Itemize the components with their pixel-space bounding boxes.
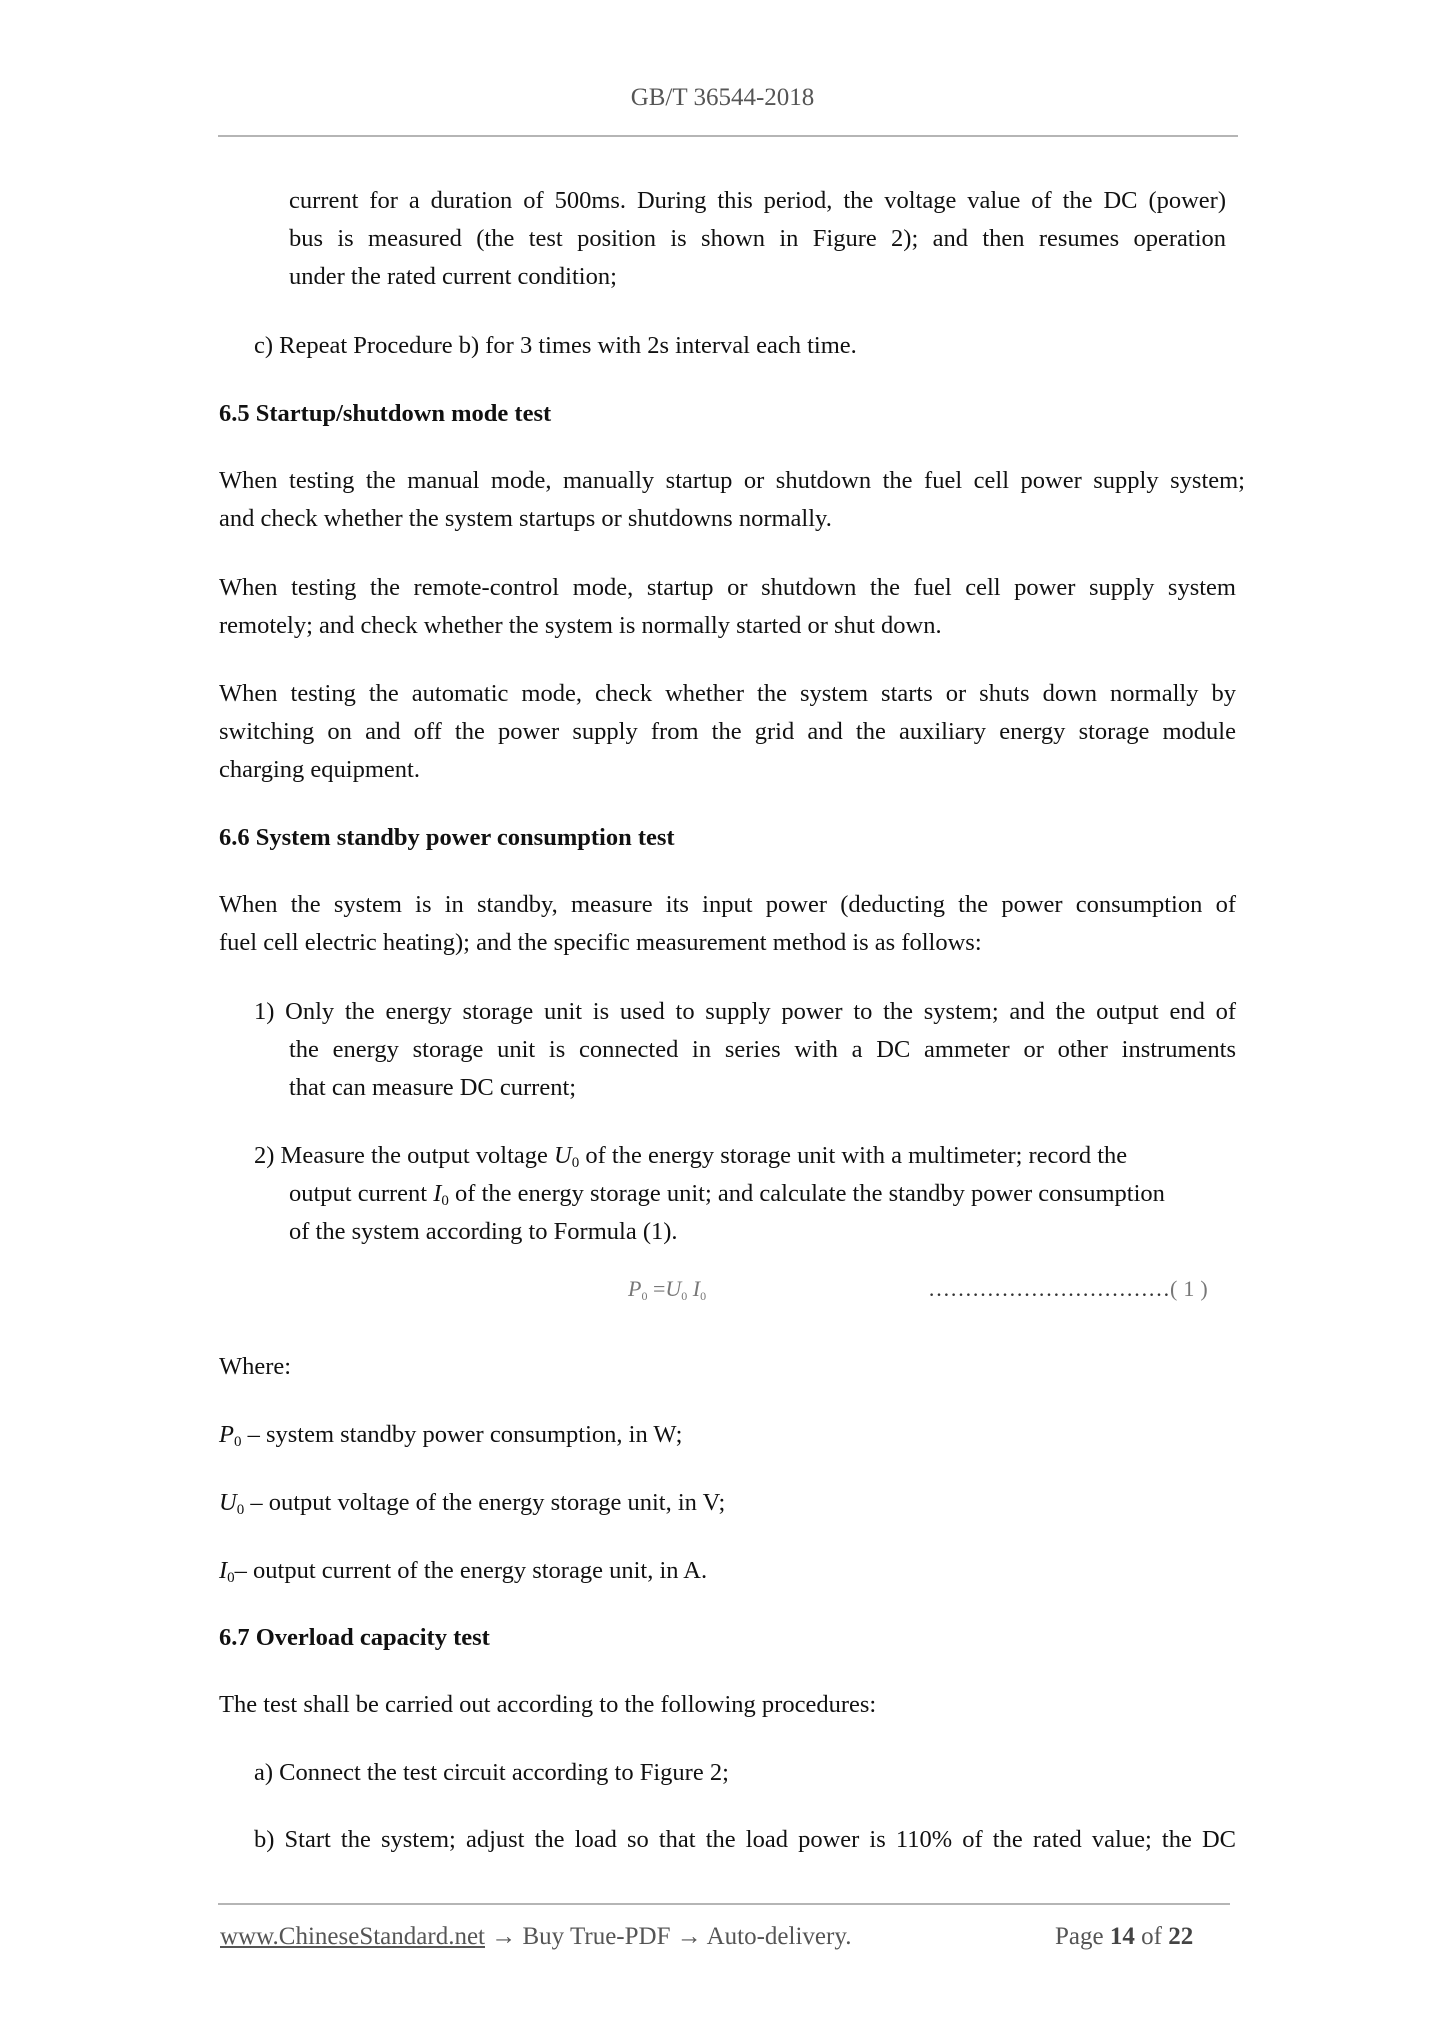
arrow-right-icon: → [485, 1923, 523, 1950]
step-1-line-3: that can measure DC current; [289, 1074, 577, 1101]
section-heading-6-5: 6.5 Startup/shutdown mode test [219, 400, 552, 427]
subscript: 0 [236, 1502, 245, 1518]
overload-intro: The test shall be carried out according to the following procedures: [219, 1691, 877, 1718]
step-1-line-1: 1) Only the energy storage unit is used to supply power to the system; and the output end of [254, 998, 1236, 1025]
paragraph-remote-line-1: When testing the remote-control mode, startup or shutdown the fuel cell power supply system [219, 574, 1236, 601]
step-2-line-3: of the system according to Formula (1). [289, 1218, 678, 1245]
variable-i: I [433, 1180, 442, 1207]
step-2-text: output current [289, 1180, 434, 1207]
auto-delivery-text: Auto-delivery. [706, 1923, 852, 1950]
formula-var-p: P [628, 1276, 642, 1301]
formula-ref-number: 1 [1183, 1276, 1201, 1301]
document-code: GB/T 36544-2018 [630, 84, 815, 111]
page-total: 22 [1168, 1923, 1194, 1950]
step-2-text: of the energy storage unit; and calculate the standby power consumption [448, 1180, 1165, 1207]
page-label: Page [1055, 1923, 1110, 1950]
definition-p0 [219, 1420, 682, 1450]
definition-u0 [219, 1488, 725, 1518]
subscript: 0 [233, 1434, 242, 1450]
paragraph-remote-line-2: remotely; and check whether the system is normally started or shut down. [219, 612, 942, 639]
formula-number [928, 1276, 1214, 1302]
definition-var: U [219, 1489, 237, 1516]
formula-var-u: U [665, 1276, 682, 1301]
continuation-line-1: current for a duration of 500ms. During this period, the voltage value of the DC (power) [289, 187, 1226, 214]
leader-dots: …………………………… [928, 1276, 1170, 1301]
chinesestandard-link[interactable]: www.ChineseStandard.net [220, 1923, 485, 1950]
subscript: 0 [441, 1193, 449, 1209]
overload-step-b: b) Start the system; adjust the load so that the load power is 110% of the rated value; the DC [254, 1826, 1236, 1853]
definition-text: – output current of the energy storage unit, in A. [234, 1557, 708, 1584]
standby-intro-line-2: fuel cell electric heating); and the specific measurement method is as follows: [219, 929, 982, 956]
formula-ref-close: ) [1200, 1276, 1214, 1301]
buy-true-pdf-text: Buy True-PDF [522, 1923, 671, 1950]
definition-var: P [219, 1421, 234, 1448]
formula-ref-open: ( [1170, 1276, 1184, 1301]
step-1-line-2: the energy storage unit is connected in series with a DC ammeter or other instruments [289, 1036, 1236, 1063]
subscript: 0 [227, 1570, 235, 1586]
subscript: 0 [571, 1155, 580, 1171]
subscript: 0 [641, 1289, 648, 1303]
standby-intro-line-1: When the system is in standby, measure its input power (deducting the power consumption of [219, 891, 1236, 918]
subscript: 0 [681, 1289, 688, 1303]
step-2-line-1 [254, 1141, 1236, 1171]
step-2-text: of the energy storage unit with a multimeter; record the [579, 1142, 1128, 1169]
footer-promo [220, 1923, 851, 1951]
arrow-right-icon: → [670, 1923, 707, 1950]
page-indicator [1055, 1923, 1193, 1951]
paragraph-automatic-line-1: When testing the automatic mode, check whether the system starts or shuts down normally by [219, 680, 1236, 707]
page-of: of [1134, 1923, 1169, 1950]
paragraph-automatic-line-3: charging equipment. [219, 756, 420, 783]
page-current: 14 [1109, 1923, 1135, 1950]
formula-var-i: I [692, 1276, 701, 1301]
formula-1 [628, 1276, 706, 1302]
where-label: Where: [219, 1353, 292, 1380]
overload-step-a: a) Connect the test circuit according to Figure 2; [254, 1759, 729, 1786]
definition-text: – system standby power consumption, in W; [241, 1421, 683, 1448]
continuation-line-3: under the rated current condition; [289, 263, 617, 290]
step-2-line-2 [289, 1179, 1165, 1209]
section-heading-6-7: 6.7 Overload capacity test [219, 1624, 490, 1651]
equals-sign: = [647, 1276, 666, 1301]
paragraph-manual-line-2: and check whether the system startups or shutdowns normally. [219, 505, 832, 532]
continuation-line-2: bus is measured (the test position is shown in Figure 2); and then resumes operation [289, 225, 1226, 252]
definition-text: – output voltage of the energy storage unit, in V; [244, 1489, 726, 1516]
step-2-text: 2) Measure the output voltage [254, 1142, 555, 1169]
footer-divider [218, 1903, 1230, 1905]
variable-u: U [554, 1142, 572, 1169]
definition-i0 [219, 1556, 707, 1586]
definition-var: I [219, 1557, 228, 1584]
subscript: 0 [700, 1289, 707, 1303]
paragraph-manual-line-1: When testing the manual mode, manually startup or shutdown the fuel cell power supply system; [219, 467, 1245, 494]
section-heading-6-6: 6.6 System standby power consumption test [219, 824, 675, 851]
paragraph-automatic-line-2: switching on and off the power supply from the grid and the auxiliary energy storage module [219, 718, 1236, 745]
header-divider [218, 135, 1238, 137]
step-c: c) Repeat Procedure b) for 3 times with 2s interval each time. [254, 332, 857, 359]
